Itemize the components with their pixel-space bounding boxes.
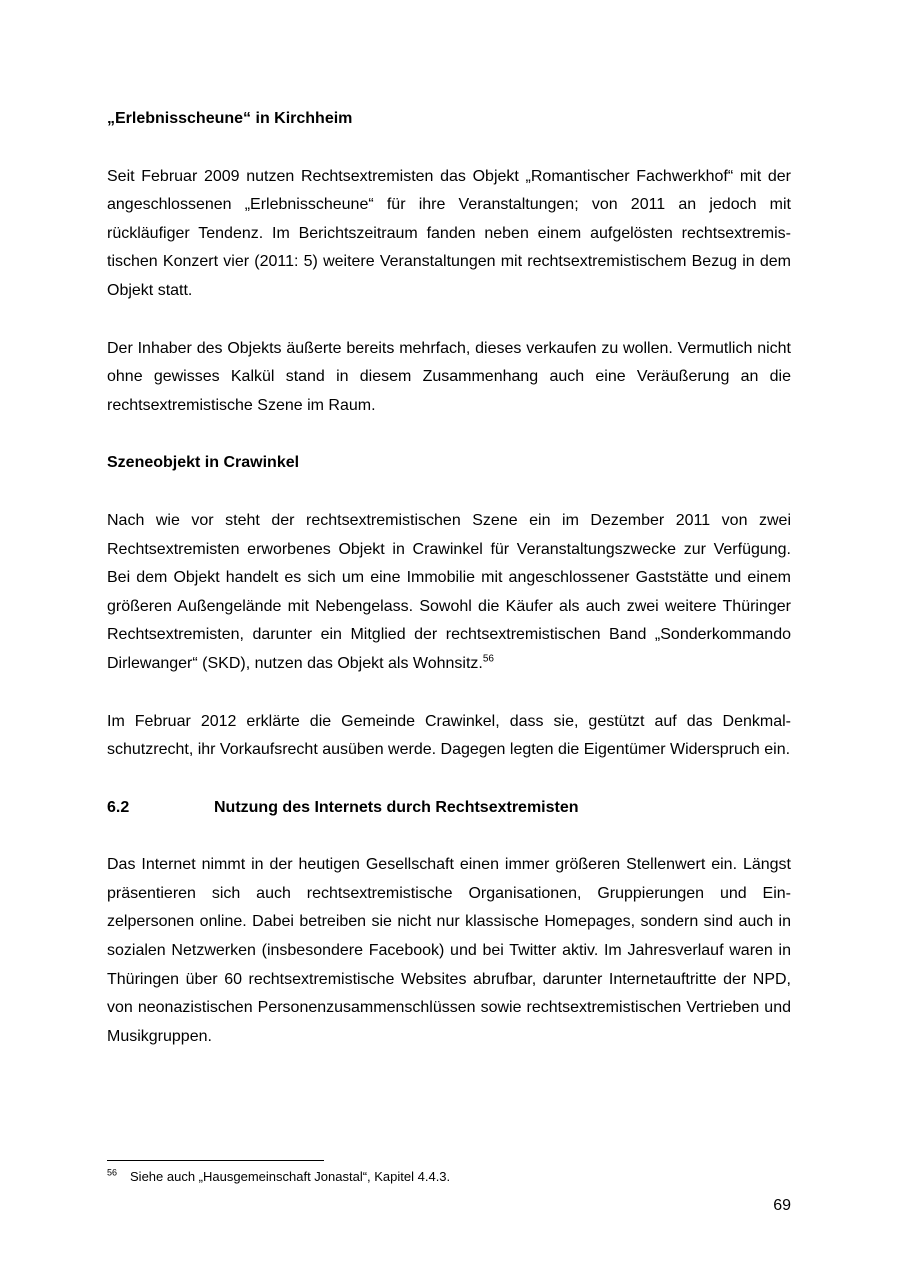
paragraph-crawinkel-2: Im Februar 2012 erklärte die Gemeinde Crawinkel, dass sie, gestützt auf das Denkmalschutzrecht, ihr Vorkaufsrecht ausüben werde. Dagegen legten die Eigentümer Widerspruch ein. [107,712,791,759]
paragraph-erlebnisscheune-2: Der Inhaber des Objekts äußerte bereits mehrfach, dieses verkaufen zu wollen. Vermutlich nicht ohne gewisses Kalkül stand in diesem Zusammenhang auch eine Veräußerung an die rechtsextremistische Szene im Raum. [107,339,791,414]
footnote [107,1168,791,1186]
page-body [107,105,791,1080]
footnote-text: Siehe auch „Hausgemeinschaft Jonastal“, Kapitel 4.4.3. [130,1169,451,1184]
paragraph-internet-1: Das Internet nimmt in der heutigen Gesellschaft einen immer größeren Stellenwert ein. Längst präsentieren sich auch rechtsextremistische Organisationen, Gruppierungen und Einzelpersonen online. Dabei betreiben sie nicht nur klassische Homepages, sondern sind auch in sozialen Netzwerken (insbesondere Facebook) und bei Twitter aktiv. Im Jahresverlauf waren in Thüringen über 60 rechtsextremistische Websites abrufbar, darunter Internetauftritte der NPD, von neonazistischen Personenzusammenschlüssen sowie rechtsextremistischen Vertrieben und Musikgruppen. [107,856,791,1045]
footnote-number: 56 [107,1167,118,1178]
page-number: 69 [773,1197,791,1214]
paragraph-crawinkel-1-text: Nach wie vor steht der rechtsextremistischen Szene ein im Dezember 2011 von zwei Rechtsextremisten erworbenes Objekt in Crawinkel für Veranstaltungszwecke zur Verfügung. Bei dem Objekt handelt es sich um eine Immobilie mit angeschlossener Gaststätte und einem größeren Außengelände mit Nebengelass. Sowohl die Käufer als auch zwei weitere Thüringer Rechtsextremisten, darunter ein Mitglied der rechtsextremistischen Band „Sonderkommando Dirlewanger“ (SKD), nutzen das Objekt als Wohnsitz. [107,511,791,672]
section-heading-erlebnisscheune: „Erlebnisscheune“ in Kirchheim [107,110,353,127]
section-heading-internet [107,794,791,823]
footnote-divider [107,1160,324,1161]
footnote-reference[interactable]: 56 [482,653,494,665]
section-heading-crawinkel: Szeneobjekt in Crawinkel [107,454,300,472]
paragraph-crawinkel-1 [107,507,791,679]
paragraph-erlebnisscheune-1: Seit Februar 2009 nutzen Rechtsextremisten das Objekt „Romantischer Fachwerkhof“ mit der angeschlossenen „Erlebnisscheune“ für ihre Veranstaltungen; von 2011 an jedoch mit rückläufiger Tendenz. Im Berichtszeitraum fanden neben einem aufgelösten rechtsextremistischen Konzert vier (2011: 5) weitere Veranstaltungen mit rechtsextremistischem Bezug in dem Objekt statt. [107,167,791,299]
section-title: Nutzung des Internets durch Rechtsextremisten [214,798,579,816]
section-number: 6.2 [107,798,130,816]
